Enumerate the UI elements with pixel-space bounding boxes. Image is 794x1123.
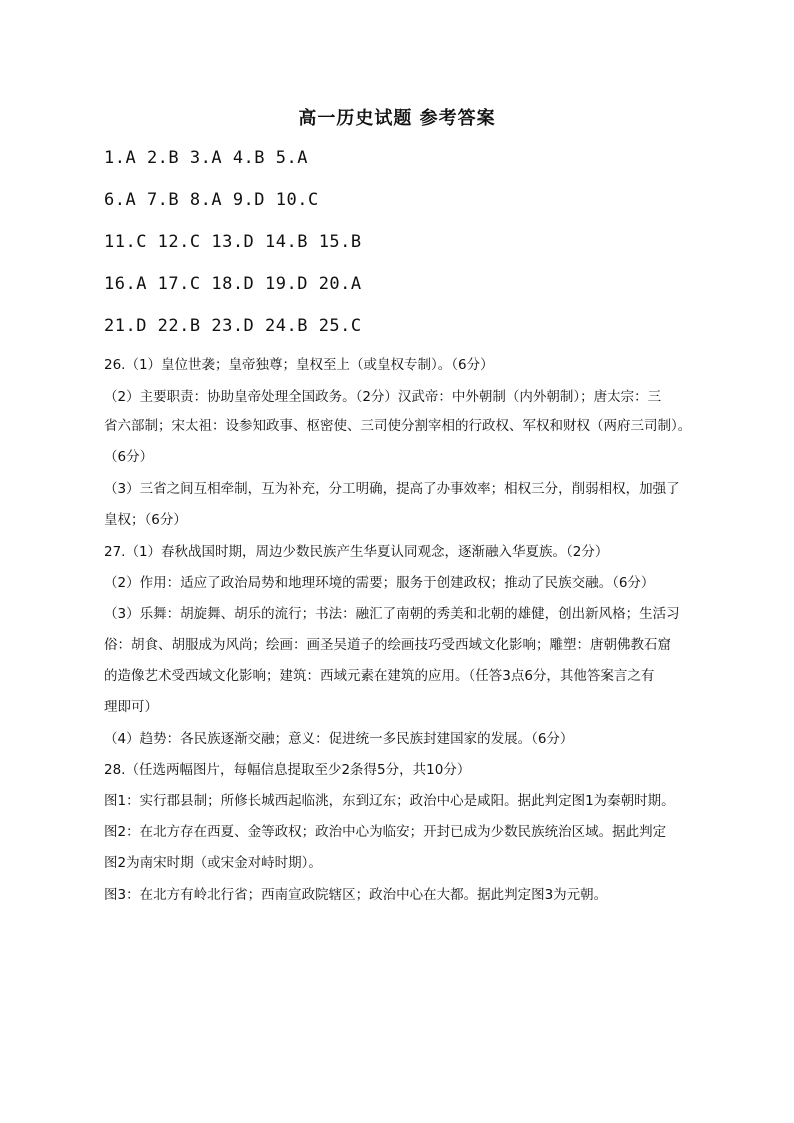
q26-part3-line1: （3）三省之间互相牵制，互为补充，分工明确，提高了办事效率；相权三分，削弱相权，加强了 [104,481,680,497]
q26-part2-score: （6分） [104,449,154,465]
mc-answers-row-5: 21.D 22.B 23.D 24.B 25.C [104,316,362,336]
q26-part1: 26.（1）皇位世袭；皇帝独尊；皇权至上（或皇权专制）。（6分） [104,357,494,373]
q28-figure2-line2: 图2为南宋时期（或宋金对峙时期）。 [104,855,322,871]
q27-part1: 27.（1）春秋战国时期，周边少数民族产生华夏认同观念，逐渐融入华夏族。（2分） [104,544,609,560]
q27-part4: （4）趋势：各民族逐渐交融；意义：促进统一多民族封建国家的发展。（6分） [104,731,574,747]
q28-figure3: 图3：在北方有岭北行省；西南宣政院辖区；政治中心在大都。据此判定图3为元朝。 [104,887,608,903]
q26-part2-line1: （2）主要职责：协助皇帝处理全国政务。（2分）汉武帝：中外朝制（内外朝制）；唐太宗：三 [104,389,662,405]
q27-part3-line4: 理即可） [104,699,158,715]
q27-part3-line2: 俗：胡食、胡服成为风尚；绘画：画圣吴道子的绘画技巧受西域文化影响；雕塑：唐朝佛教石窟 [104,637,671,653]
q28-instructions: 28.（任选两幅图片，每幅信息提取至少2条得5分，共10分） [104,762,471,778]
q26-part3-line2: 皇权；（6分） [104,512,187,528]
q27-part2: （2）作用：适应了政治局势和地理环境的需要；服务于创建政权；推动了民族交融。（6分） [104,575,655,591]
page-title: 高一历史试题 参考答案 [298,108,496,129]
q27-part3-line3: 的造像艺术受西域文化影响；建筑：西域元素在建筑的应用。（任答3点6分，其他答案言之有 [104,668,655,684]
mc-answers-row-2: 6.A 7.B 8.A 9.D 10.C [104,190,319,210]
mc-answers-row-3: 11.C 12.C 13.D 14.B 15.B [104,232,362,252]
q28-figure1: 图1：实行郡县制；所修长城西起临洮，东到辽东；政治中心是咸阳。据此判定图1为秦朝时期。 [104,793,675,809]
mc-answers-row-1: 1.A 2.B 3.A 4.B 5.A [104,148,308,168]
mc-answers-row-4: 16.A 17.C 18.D 19.D 20.A [104,274,362,294]
q27-part3-line1: （3）乐舞：胡旋舞、胡乐的流行；书法：融汇了南朝的秀美和北朝的雄健，创出新风格；生活习 [104,606,680,622]
q26-part2-line2: 省六部制；宋太祖：设参知政事、枢密使、三司使分割宰相的行政权、军权和财权（两府三司制）。 [104,418,692,434]
q28-figure2-line1: 图2：在北方存在西夏、金等政权；政治中心为临安；开封已成为少数民族统治区域。据此判定 [104,824,667,840]
